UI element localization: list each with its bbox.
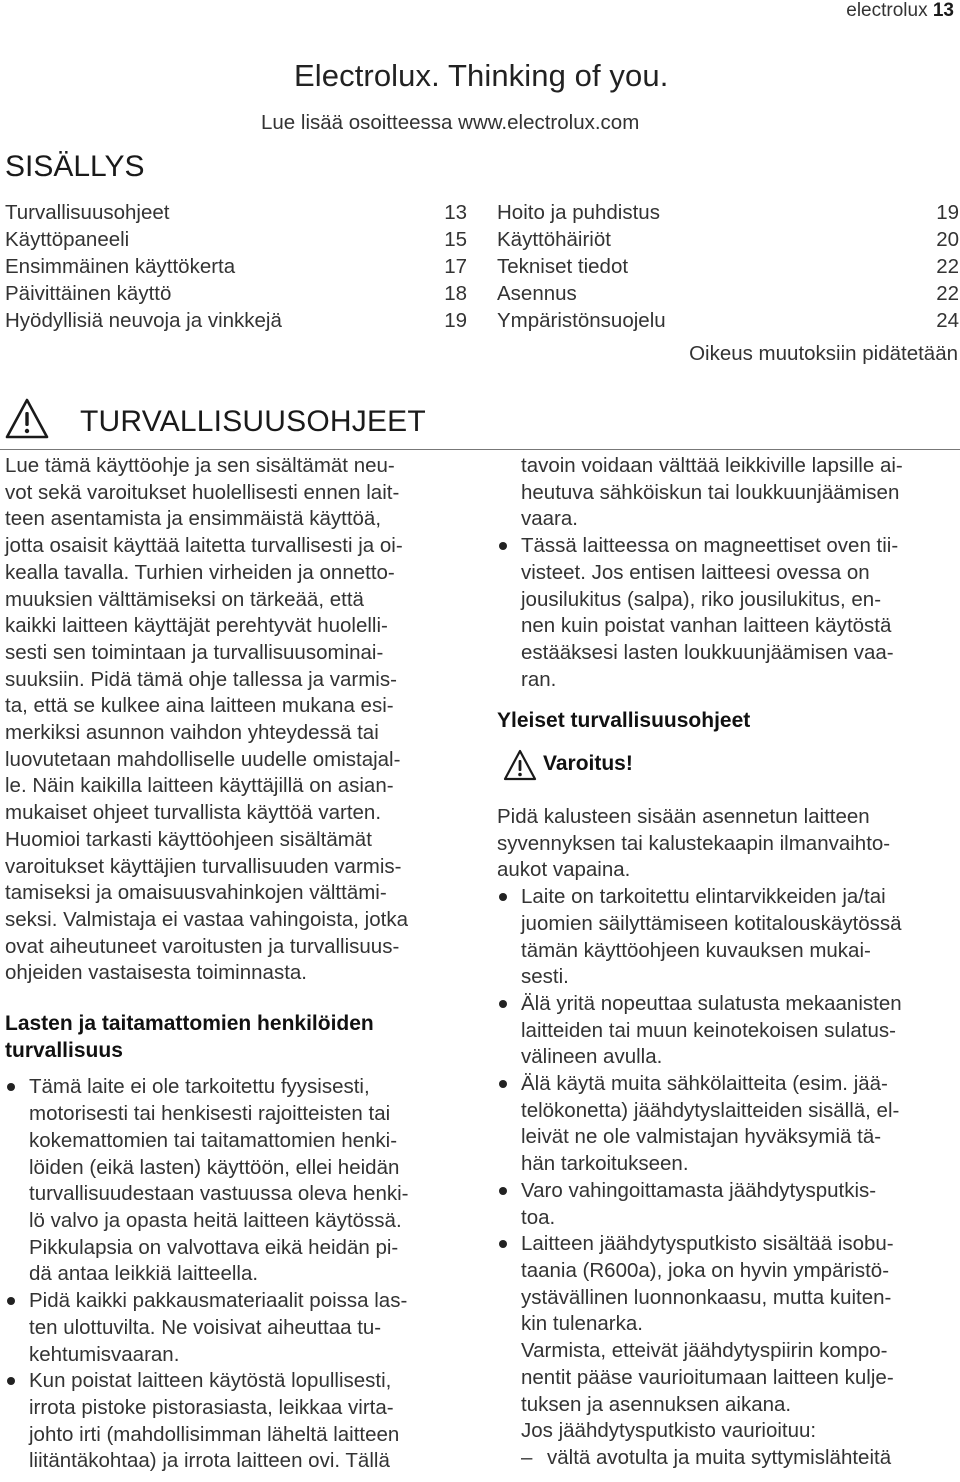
bullet-item [5, 1074, 460, 1288]
text-line: varoitukset käyttäjien turvallisuuden varmis- [5, 854, 402, 878]
text-line: merkiksi asunnon vaihdon yhteydessä tai [5, 721, 379, 745]
heading-line: Lasten ja taitamattomien henkilöiden [5, 1012, 374, 1036]
text-line: telökonetta) jäähdytyslaitteiden sisällä, el- [521, 1098, 900, 1122]
text-line: ystävällinen luonnonkaasu, mutta kuiten- [521, 1285, 892, 1309]
text-line: kin tulenarka. [521, 1312, 643, 1336]
text-line: Älä käytä muita sähkölaitteita (esim. jää- [521, 1072, 888, 1096]
text-line: vot sekä varoitukset huolellisesti ennen lait- [5, 480, 400, 504]
toc-entry-label: Käyttöhäiriöt [497, 228, 611, 251]
toc-entry[interactable] [497, 226, 959, 253]
text-line: kaikki laitteen käyttäjät perehtyvät huolelli- [5, 614, 388, 638]
text-line: kokemattomien tai taitamattomien henki- [29, 1128, 398, 1152]
toc-entry-label: Käyttöpaneeli [5, 228, 130, 251]
section-title: TURVALLISUUSOHJEET [80, 405, 426, 438]
text-line: seksi. Valmistaja ei vastaa vahingoista, jotka [5, 907, 408, 931]
text-line: tuksen ja asennuksen aikana. [521, 1392, 792, 1416]
bullet-continuation [497, 1338, 959, 1445]
toc-entry-page: 19 [444, 309, 467, 332]
toc-entry[interactable] [5, 280, 467, 307]
text-line: Huomioi tarkasti käyttöohjeen sisältämät [5, 827, 372, 851]
text-line: Varmista, etteivät jäähdytyspiirin kompo- [521, 1339, 888, 1363]
bullet-item [497, 1071, 959, 1178]
toc-entry-label: Hoito ja puhdistus [497, 201, 660, 224]
bullet-item [5, 1368, 460, 1475]
text-line: luovutetaan mahdolliselle uudelle omistajal- [5, 747, 401, 771]
warning-callout [497, 747, 959, 787]
warning-triangle-icon [5, 397, 49, 441]
text-line: dä antaa leikkiä laitteella. [29, 1262, 259, 1286]
toc-entry[interactable] [5, 199, 467, 226]
text-line: juomien säilyttämiseen kotitalouskäytössä [521, 911, 902, 935]
page-number: 13 [932, 0, 954, 21]
text-line: Tämä laite ei ole tarkoitettu fyysisesti, [29, 1075, 370, 1099]
text-line: estääksesi lasten loukkuunjäämisen vaa- [521, 640, 894, 664]
text-line: kealla tavalla. Turhien virheiden ja onnetto- [5, 560, 395, 584]
toc-entry-page: 18 [444, 282, 467, 305]
toc-entry[interactable] [497, 307, 959, 334]
text-line: ta, että se kulkee aina laitteen mukana esi- [5, 694, 394, 718]
text-line: ovat aiheutuneet varoitusten ja turvallisuus- [5, 934, 400, 958]
bullet-item [497, 884, 959, 991]
text-line: hän tarkoitukseen. [521, 1152, 689, 1176]
text-line: sesti. [521, 965, 569, 989]
warning-text [497, 804, 959, 884]
text-line: motorisesti tai henkisesti rajoitteisten tai [29, 1102, 391, 1126]
text-line: Laite on tarkoitettu elintarvikkeiden ja/tai [521, 885, 886, 909]
toc-entry-page: 24 [936, 309, 959, 332]
toc-entry-page: 17 [444, 255, 467, 278]
toc-entry-label: Hyödyllisiä neuvoja ja vinkkejä [5, 309, 282, 332]
toc-entry[interactable] [497, 253, 959, 280]
text-line: ten ulottuvilta. Ne voisivat aiheuttaa tu- [29, 1315, 382, 1339]
text-line: leivät ne ole valmistajan hyväksymiä tä- [521, 1125, 882, 1149]
text-line: Pikkulapsia on valvottava eikä heidän pi- [29, 1235, 399, 1259]
text-line: mukaiset ohjeet turvallista käyttöä varten. [5, 801, 382, 825]
toc-entry-page: 22 [936, 255, 959, 278]
text-line: laitteiden tai muun keinotekoisen sulatus- [521, 1018, 896, 1042]
text-line: visteet. Jos entisen laitteesi ovessa on [521, 560, 870, 584]
left-column [5, 453, 460, 1475]
toc-entry[interactable] [5, 307, 467, 334]
bullet-item [5, 1288, 460, 1368]
text-line: Tässä laitteessa on magneettiset oven tii- [521, 534, 899, 558]
toc-entry-page: 22 [936, 282, 959, 305]
toc-entry-page: 20 [936, 228, 959, 251]
text-line: ran. [521, 667, 557, 691]
text-line: toa. [521, 1205, 556, 1229]
toc-entry-page: 19 [936, 201, 959, 224]
bullet-item [497, 1231, 959, 1338]
text-line: aukot vapaina. [497, 858, 631, 882]
toc-entry[interactable] [497, 280, 959, 307]
text-line: Älä yritä nopeuttaa sulatusta mekaanisten [521, 991, 902, 1015]
text-line: välineen avulla. [521, 1045, 663, 1069]
toc-title: SISÄLLYS [5, 150, 145, 183]
bullet-item [497, 991, 959, 1071]
heading-line: turvallisuus [5, 1038, 123, 1062]
toc-entry-label: Turvallisuusohjeet [5, 201, 170, 224]
text-line: liitäntäkohtaa) ja irrota laitteen ovi. Tällä [29, 1449, 390, 1473]
toc-entry-label: Asennus [497, 282, 577, 305]
text-line: löiden (eikä lasten) käyttöön, ellei heidän [29, 1155, 400, 1179]
brand-name: electrolux [846, 0, 928, 21]
toc-entry[interactable] [5, 253, 467, 280]
toc-entry-page: 13 [444, 201, 467, 224]
text-line: sesti sen toimintaan ja turvallisuusominai- [5, 640, 384, 664]
text-line: Pidä kalusteen sisään asennetun laitteen [497, 805, 870, 829]
toc-entry-label: Ympäristönsuojelu [497, 309, 666, 332]
toc-left-column [5, 199, 467, 339]
text-line: ohjeiden vastaisesta toiminnasta. [5, 961, 307, 985]
toc-right-column [497, 199, 959, 339]
dash-item [497, 1445, 959, 1472]
text-line: Laitteen jäähdytysputkisto sisältää isobu- [521, 1232, 894, 1256]
toc-entry[interactable] [5, 226, 467, 253]
text-line: suuksiin. Pidä tämä ohje tallessa ja varmis- [5, 667, 397, 691]
page-header [846, 0, 954, 22]
toc-entry-label: Päivittäinen käyttö [5, 282, 172, 305]
text-line: Jos jäähdytysputkisto vaurioituu: [521, 1419, 817, 1443]
right-column [497, 453, 959, 1472]
text-line: nentit pääse vaurioitumaan laitteen kulje- [521, 1365, 894, 1389]
toc-entry-label: Tekniset tiedot [497, 255, 629, 278]
text-line: taania (R600a), joka on hyvin ympäristö- [521, 1258, 890, 1282]
tagline: Electrolux. Thinking of you. [294, 58, 669, 93]
bullet-continuation [497, 453, 959, 533]
warning-label: Varoitus! [543, 752, 633, 776]
text-line: Pidä kaikki pakkausmateriaalit poissa las- [29, 1289, 408, 1313]
learn-more-link[interactable]: Lue lisää osoitteessa www.electrolux.com [261, 111, 640, 134]
text-line: tämän käyttöohjeen kuvauksen mukai- [521, 938, 871, 962]
text-line: johto irti (mahdollisimman läheltä laitteen [29, 1422, 400, 1446]
text-line: jotta osaisit käyttää laitetta turvallisesti ja oi- [5, 534, 403, 558]
bullet-item [497, 1178, 959, 1231]
section-divider [0, 449, 960, 450]
text-line: teen asentamista ja ensimmäistä käyttöä, [5, 507, 382, 531]
text-line: Varo vahingoittamasta jäähdytysputkis- [521, 1178, 877, 1202]
text-line: tavoin voidaan välttää leikkiville lapsille ai- [521, 454, 903, 477]
text-line: lö valvo ja opasta heitä laitteen käytössä. [29, 1208, 402, 1232]
text-line: muuksien välttämiseksi on tärkeää, että [5, 587, 364, 611]
warning-small-icon [503, 749, 537, 781]
text-line: nen kuin poistat vanhan laitteen käytöstä [521, 614, 892, 638]
text-line: le. Näin kaikilla laitteen käyttäjillä on asian- [5, 774, 394, 798]
text-line: turvallisuudestaan vastuussa oleva henki- [29, 1182, 409, 1206]
text-line: kehtumisvaaran. [29, 1342, 180, 1366]
bullet-item [497, 533, 959, 693]
toc-entry[interactable] [497, 199, 959, 226]
rights-note: Oikeus muutoksiin pidätetään [689, 342, 958, 365]
text-line: – vältä avotulta ja muita syttymislähteitä [547, 1445, 892, 1469]
text-line: Kun poistat laitteen käytöstä lopullisesti, [29, 1369, 392, 1393]
text-line: irrota pistoke pistorasiasta, leikkaa virta- [29, 1395, 394, 1419]
text-line: heutuva sähköiskun tai loukkuunjäämisen [521, 480, 900, 504]
text-line: vaara. [521, 507, 578, 531]
text-line: tamiseksi ja omaisuusvahinkojen välttämi- [5, 881, 387, 905]
toc-entry-label: Ensimmäinen käyttökerta [5, 255, 236, 278]
children-safety-heading [5, 1011, 460, 1064]
text-line: syvennyksen tai kalustekaapin ilmanvaihto- [497, 831, 891, 855]
text-line: jousilukitus (salpa), riko jousilukitus, en- [521, 587, 882, 611]
toc-entry-page: 15 [444, 228, 467, 251]
text-line: Lue tämä käyttöohje ja sen sisältämät neu- [5, 454, 395, 477]
general-safety-heading: Yleiset turvallisuusohjeet [497, 709, 751, 733]
intro-paragraph [5, 453, 460, 987]
